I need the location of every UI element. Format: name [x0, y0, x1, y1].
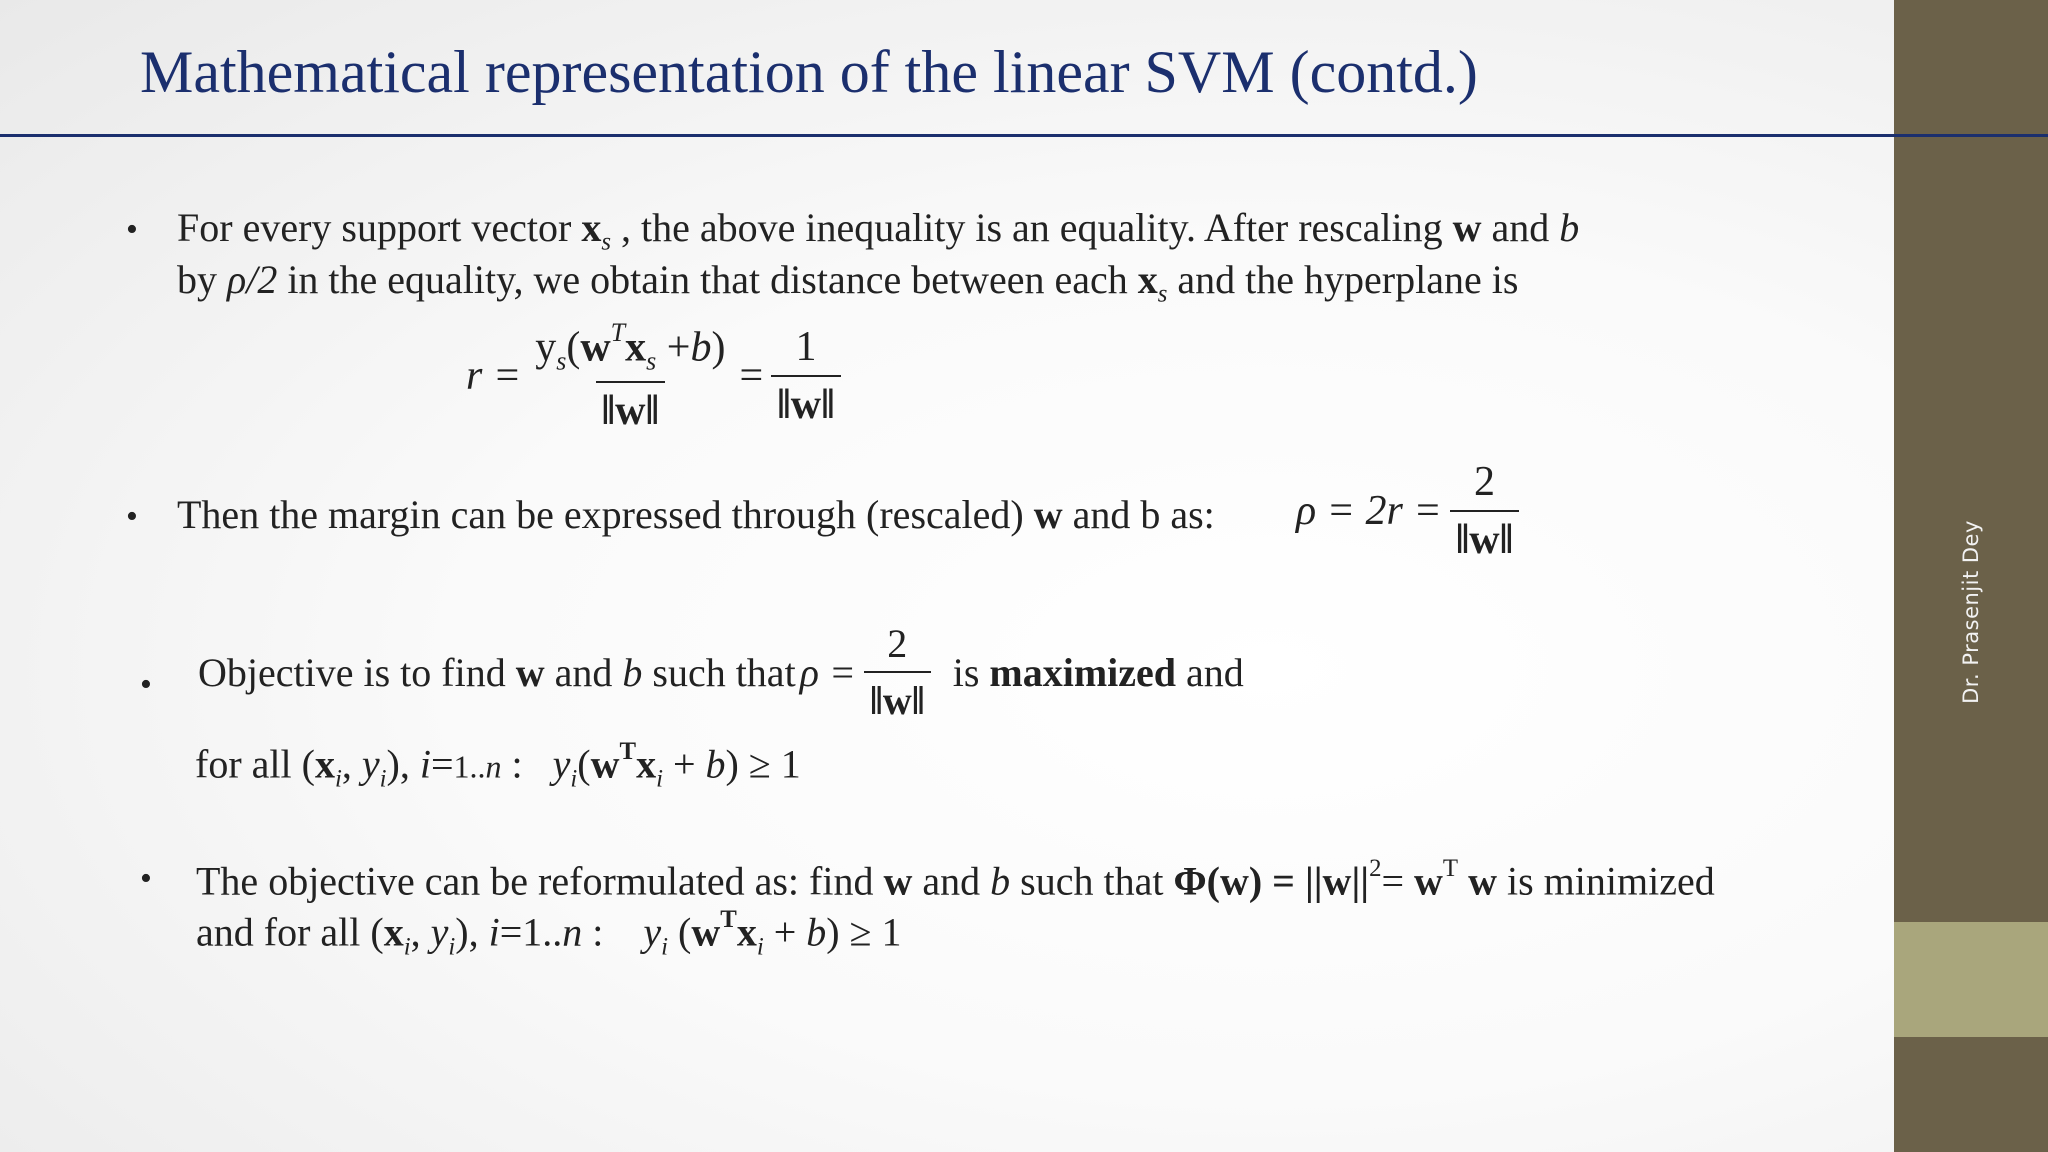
- author-label: Dr. Prasenjit Dey: [1959, 520, 1983, 704]
- bullet-marker: •: [126, 498, 138, 535]
- bullet2-text: Then the margin can be expressed through (rescaled) w and b as:: [177, 492, 1215, 537]
- margin-formula: ρ = 2r = $\frac{2}{‖w‖}$: [1292, 458, 1523, 564]
- sidebar-accent-block: [1894, 922, 2048, 1037]
- bullet1-line2: by ρ/2 in the equality, we obtain that distance between each $x_s$ and the hyperplane is: [177, 257, 1519, 308]
- bullet-marker: •: [140, 666, 152, 703]
- margin-fraction: $\frac{2}{‖w‖}$: [1450, 458, 1520, 564]
- title-divider: [0, 134, 2048, 137]
- bullet-marker: •: [140, 860, 152, 897]
- bullet-marker: •: [126, 211, 138, 248]
- bullet4-line2: and for all ($x_i$, $y_i$), i=1..n : $y_i$ $(w^Tx_i + b) \ge 1$: [196, 906, 902, 961]
- bullet3-line1: Objective is to find w and b such that ρ = $\frac{2}{‖w‖}$ is maximized and: [198, 621, 1244, 723]
- unit-fraction: $\frac{1}{‖w‖}$: [771, 323, 841, 429]
- objective-fraction: $\frac{2}{‖w‖}$: [864, 620, 931, 724]
- bullet1-line1: For every support vector $x_s$ , the above inequality is an equality. After rescaling w and b: [177, 205, 1580, 256]
- bullet4-line1: The objective can be reformulated as: find w and b such that $\Phi(w) = ||w||^2= w^T$ w is minimized: [196, 855, 1715, 904]
- bullet3-line2: for all ($x_i$, $y_i$), i=1..n : $y_i(w^Tx_i + b) \ge 1$: [195, 738, 801, 793]
- slide-title: Mathematical representation of the linear SVM (contd.): [140, 39, 1478, 105]
- distance-formula: r = $\frac{y_s(w^Tx_s +b)}{‖w‖}$ = $\frac{1}{‖w‖}$: [462, 318, 845, 435]
- distance-fraction: $\frac{y_s(w^Tx_s +b)}{‖w‖}$: [535, 318, 726, 434]
